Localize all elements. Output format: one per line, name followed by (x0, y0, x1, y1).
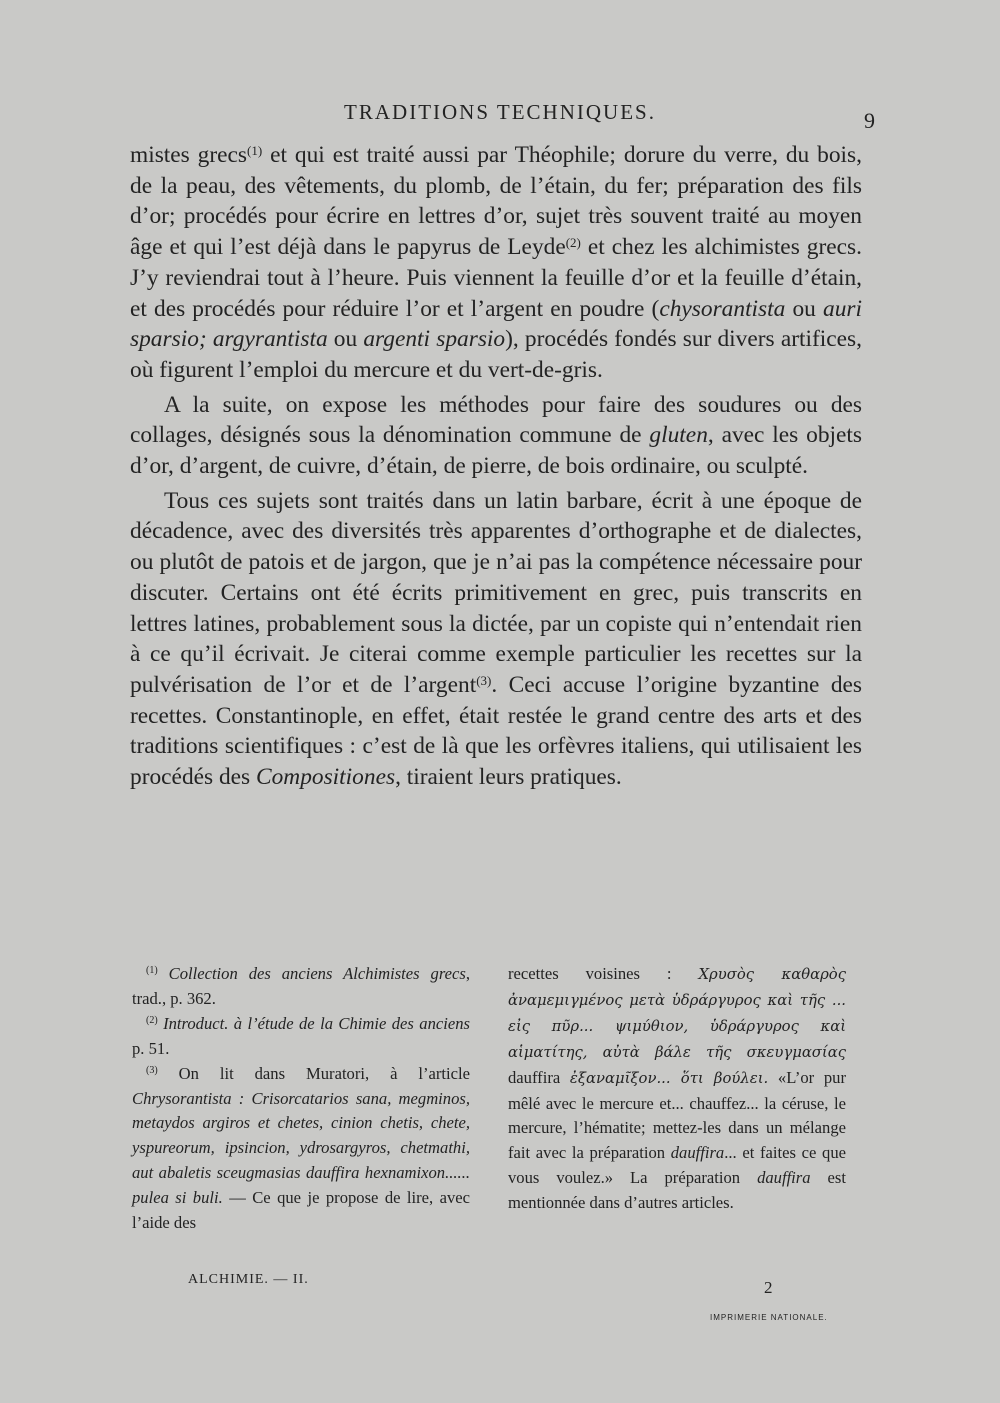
text-run: On lit dans Muratori, à l’article (157, 1063, 470, 1083)
text-run: est mentionnée dans d’autres articles. (508, 1168, 846, 1213)
paragraph-1 (130, 140, 862, 386)
sheet-number: 2 (764, 1278, 773, 1297)
paragraph-3 (130, 486, 862, 793)
footnotes-right-column (508, 962, 846, 1216)
italic-term: auri sparsio; argyrantista (130, 295, 862, 353)
text-run: recettes voisines : (508, 964, 699, 983)
greek-text: Χρυσὸς καθαρὸς ἀναμεμιγμένος μετὰ ὑδράργυρος καὶ τῆς ... εἰς πῦρ... ψιμύθιον, ὑδράργυρος καὶ αἱματίτης, αὐτὰ βάλε τῆς σκευγμασίας (508, 966, 846, 1061)
text-run: et qui est traité aussi par Théophile; dorure du verre, du bois, de la peau, des vêtements, du plomb, de l’étain, du fer; préparation des fils d’or; procédés pour écrire en lettres d’or, sujet très souvent traité au moyen âge et qui l’est déjà dans le papyrus de Leyde (130, 142, 862, 261)
main-text (130, 140, 862, 793)
italic-title: Collection des anciens Alchimistes grecs (168, 964, 466, 983)
text-run: p. 51. (132, 1038, 170, 1058)
greek-text: ἐξαναμῖξον... ὅτι βούλει. (569, 1069, 769, 1087)
footnote-mark: (3) (146, 1064, 158, 1076)
footnote-mark: (2) (146, 1014, 158, 1026)
footnotes-left-column (132, 962, 470, 1236)
italic-title: Introduct. à l’étude de la Chimie des anciens (163, 1013, 470, 1033)
text-run: «L’or pur mêlé avec le mercure et... chauffez... la céruse, le mercure, l’hématite; mettez-les dans un mélange fait avec la préparation (508, 1067, 846, 1163)
text-run: , trad., p. 362. (132, 964, 471, 1008)
text-run: — Ce que je propose de lire, avec l’aide des (132, 1188, 471, 1233)
text-run: et chez les alchimistes grecs. J’y reviendrai tout à l’heure. Puis viennent la feuille d’or et la feuille d’étain, et des procédés pour réduire l’or et l’argent en poudre ( (130, 234, 862, 322)
text-run: . Ceci accuse l’origine byzantine des recettes. Constantinople, en effet, était restée le grand centre des arts et des traditions scientifiques : c’est de là que les orfèvres italiens, qui utilisaient les procédés des (130, 671, 863, 791)
text-run: ), procédés fondés sur divers artifices, où figurent l’emploi du mercure et du vert-de-gris. (130, 326, 862, 383)
italic-term: dauffira (757, 1168, 811, 1188)
text-run: dauffira (508, 1067, 570, 1087)
running-title: TRADITIONS TECHNIQUES. (344, 100, 656, 124)
text-run: ou (327, 326, 364, 353)
footnote-mark: (1) (146, 965, 158, 976)
paragraph-2 (130, 390, 862, 482)
text-run: A la suite, on expose les méthodes pour faire des soudures ou des collages, désignés sous la dénomination commune de (130, 391, 862, 449)
text-run: , avec les objets d’or, d’argent, de cuivre, d’étain, de pierre, de bois ordinaire, ou sculpté. (130, 422, 862, 480)
italic-term: chysorantista (659, 295, 786, 322)
text-run: mistes grecs (130, 142, 248, 168)
text-run: ... et faites ce que vous voulez.» La préparation (508, 1143, 846, 1188)
italic-term: gluten (649, 422, 708, 449)
text-run: Tous ces sujets sont traités dans un latin barbare, écrit à une époque de décadence, avec des diversités très apparentes d’orthographe et de dialectes, ou plutôt de patois et de jargon, que je n’ai pas la compétence nécessaire pour discuter. Certains ont été écrits primitivement en grec, puis transcrits en lettres latines, probablement sous la dictée, par un copiste qui n’entendait rien à ce qu’il écrivait. Je citerai comme exemple particulier les recettes sur la pulvérisation de l’or et de l’argent (130, 487, 862, 698)
italic-term: Compositiones (256, 764, 396, 791)
signature-mark: ALCHIMIE. — II. (188, 1272, 309, 1287)
footnote-ref-2: (2) (565, 235, 581, 251)
text-run: ou (785, 295, 823, 322)
printer-imprint: IMPRIMERIE NATIONALE. (710, 1313, 828, 1322)
footnote-ref-1: (1) (247, 143, 263, 158)
text-run: , tiraient leurs pratiques. (395, 764, 622, 791)
italic-term: argenti sparsio (363, 326, 506, 353)
footnote-3 (132, 1062, 470, 1236)
italic-quote: Chrysorantista : Crisorcatarios sana, megminos, metaydos argiros et chetes, cinion chetis, chete, yspureorum, ipsincion, ydrosargyros, chetmathi, aut abaletis sceugmasias dauffira hexnamixon...... pulea si buli. (132, 1088, 470, 1208)
footnote-3-continued (508, 962, 846, 1216)
italic-term: dauffira (670, 1143, 725, 1163)
footnote-1 (132, 962, 470, 1012)
footnote-ref-3: (3) (476, 672, 492, 688)
footnote-2 (132, 1012, 470, 1062)
page-number: 9 (864, 108, 875, 133)
